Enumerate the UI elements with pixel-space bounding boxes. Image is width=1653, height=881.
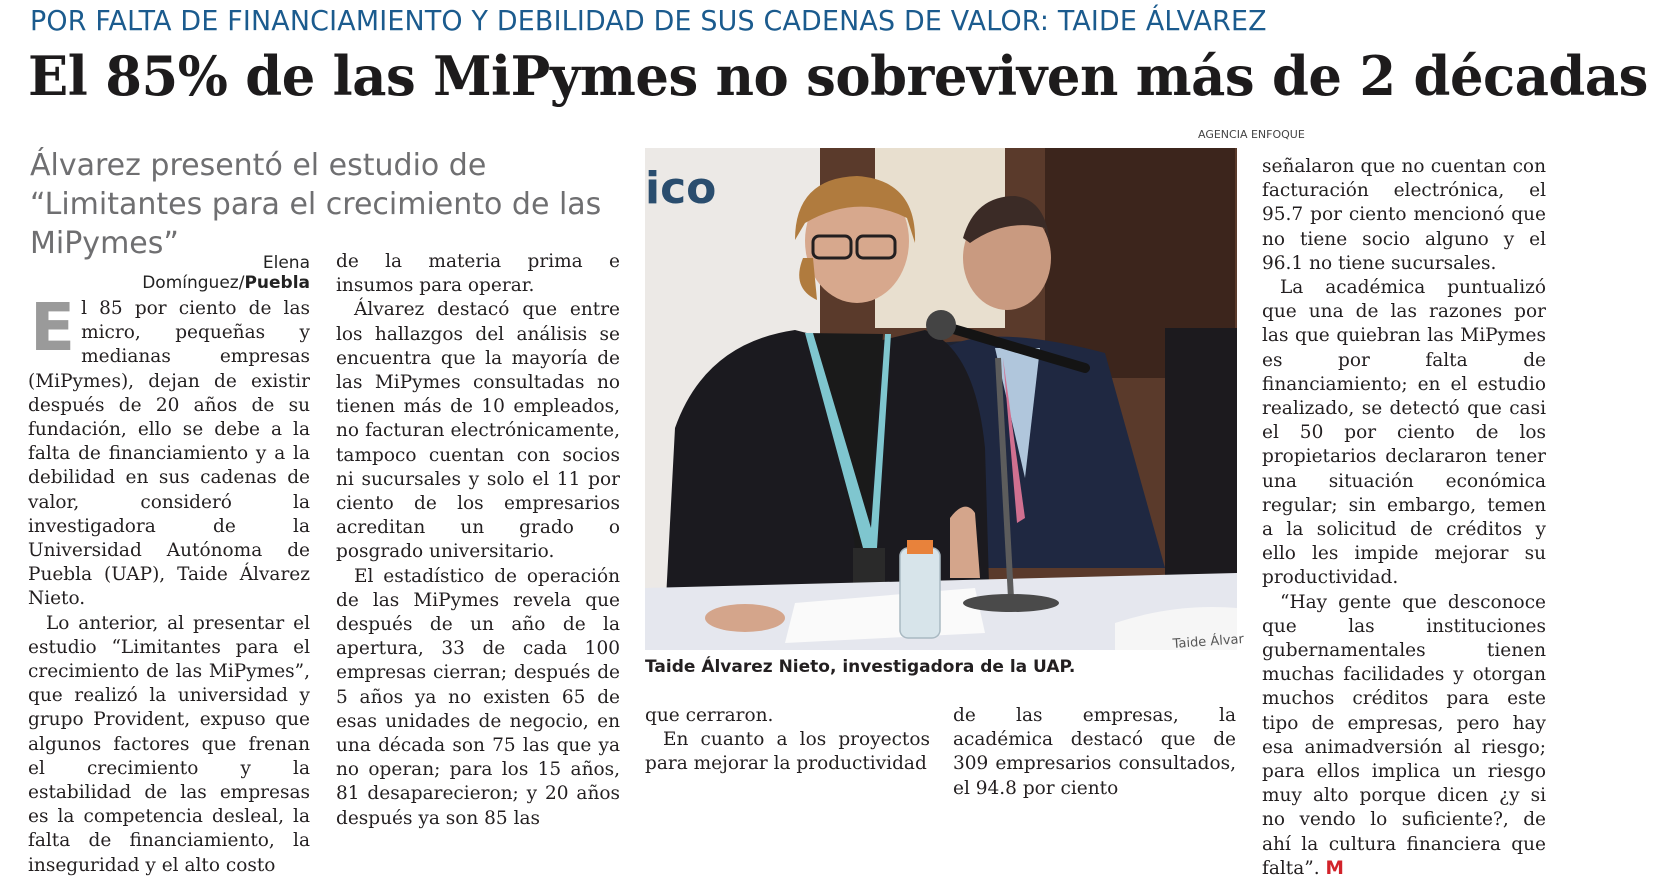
paragraph: En cuanto a los proyectos para mejorar la productividad — [645, 729, 930, 775]
paragraph: La académica puntualizó que una de las razones por las que quiebran las MiPymes es por falta de financiamiento; en el estudio realizado, se detectó que casi el 50 por ciento de los propietarios declararon tener una situación económica regular; sin embargo, temen a la solicitud de créditos y ello les impide mejorar su productividad. — [1262, 277, 1546, 589]
column-4 — [953, 704, 1236, 824]
photo-caption: Taide Álvarez Nieto, investigadora de la UAP. — [645, 657, 1076, 677]
paragraph: que cerraron. — [645, 705, 774, 726]
paragraph: “Hay gente que desconoce que las instituciones gubernamentales tienen muchas facilidades y otorgan muchos créditos para este tipo de empresas, pero hay esa animadversión al riesgo; para ellos implica un riesgo muy alto porque dicen ¿y si no vendo lo suficiente?, de ahí la cultura financiera que falta”. M — [1262, 591, 1546, 879]
photo-credit: AGENCIA ENFOQUE — [1198, 128, 1305, 141]
paragraph: de la materia prima e insumos para operar. — [336, 251, 620, 297]
column-1 — [28, 289, 310, 876]
paragraph: de las empresas, la académica destacó que de 309 empresarios consultados, el 94.8 por ciento — [953, 705, 1236, 799]
dropcap: E — [30, 289, 76, 366]
column-2 — [336, 250, 620, 829]
paragraph: Lo anterior, al presentar el estudio “Limitantes para el crecimiento de las MiPymes”, que realizó la universidad y grupo Provident, expuso que algunos factores que frenan el crecimiento y la estabilidad de las empresas es la competencia desleal, la falta de financiamiento, la inseguridad y el alto costo — [28, 612, 310, 876]
column-3 — [645, 704, 930, 824]
byline — [110, 253, 310, 293]
headline: El 85% de las MiPymes no sobreviven más de 2 décadas — [28, 44, 1648, 108]
byline-author: Elena Domínguez/ — [142, 253, 310, 293]
column-5 — [1262, 155, 1546, 879]
paragraph: El 85 por ciento de las micro, pequeñas y medianas empresas (MiPymes), dejan de existir después de 20 años de su fundación, ello se debe a la falta de financiamiento y a la debilidad en sus cadenas de valor, consideró la investigadora de la Universidad Autónoma de Puebla (UAP), Taide Álvarez Nieto. — [28, 289, 310, 610]
paragraph: señalaron que no cuentan con facturación electrónica, el 95.7 por ciento mencionó que no tiene socio alguno y el 96.1 no tiene sucursales. — [1262, 156, 1546, 274]
kicker: POR FALTA DE FINANCIAMIENTO Y DEBILIDAD DE SUS CADENAS DE VALOR: TAIDE ÁLVAREZ — [30, 4, 1267, 37]
paragraph: El estadístico de operación de las MiPymes revela que después de un año de la apertura, 33 de cada 100 empresas cierran; después de 5 años ya no existen 65 de esas unidades de negocio, en una década son 75 las que ya no operan; para los 15 años, 81 desaparecieron; y 20 años después ya son 85 las — [336, 565, 620, 829]
photo-illustration — [645, 148, 1245, 652]
nameplate-text: Taide Álvar — [1172, 632, 1245, 652]
paragraph: Álvarez destacó que entre los hallazgos del análisis se encuentra que la mayoría de las MiPymes consultadas no tienen más de 10 empleados, no facturan electrónicamente, tampoco cuentan con socios ni sucursales y solo el 11 por ciento de los empresarios acreditan un grado o posgrado universitario. — [336, 299, 620, 563]
byline-place: Puebla — [244, 273, 310, 293]
subhead: Álvarez presentó el estudio de “Limitantes para el crecimiento de las MiPymes” — [30, 148, 602, 261]
end-mark: M — [1325, 857, 1344, 879]
backdrop-text: ico — [645, 163, 717, 214]
news-photo — [645, 148, 1245, 652]
